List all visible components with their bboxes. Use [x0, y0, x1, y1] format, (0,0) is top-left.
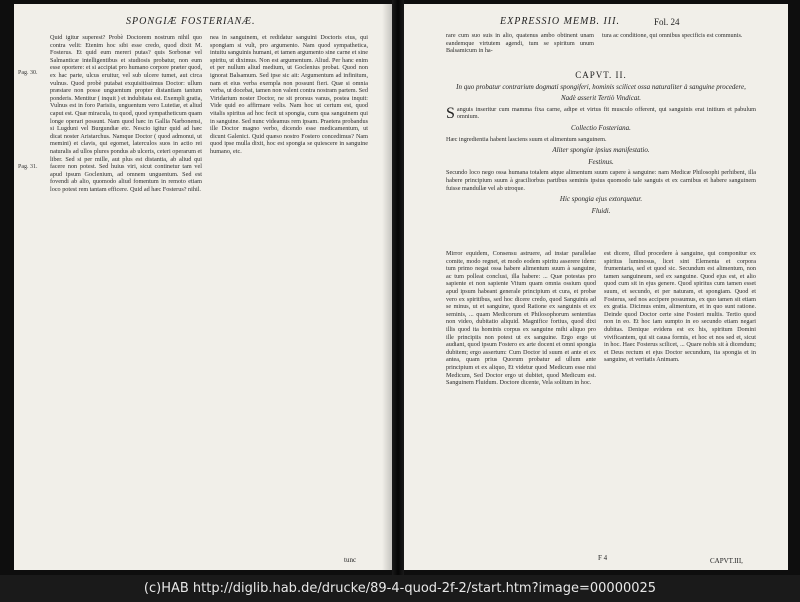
hic-spongia-heading: Hic spongia ejus extorquetur. [559, 195, 643, 204]
signature-mark: F 4 [598, 554, 608, 562]
festinus-text: Secundo loco nego ossa humana totalem atque alimentum suum capere à sanguine: nam Medicæ Philosophi perhibent, illa habere principium suum à graciliorbus partibus seminis ipsius quomodo tale sanguis et ex carnibus et habere sanguinem fuisse mandullæ vel ab utroque. [446, 169, 756, 192]
fluidi-heading: Fluidi. [591, 206, 611, 215]
gutter [392, 0, 404, 575]
caput-lead [446, 106, 756, 121]
left-column-1-text: Quid igitur superest? Probè Doctorem nostrum nihil quo contra velit: Etenim hoc sibi esse credo, quod dixit M. Fosterus. Et quid eum mereri putas? quis Sorbonæ vel Salmanticæ intelligentibus et studiosis probatur, non eum esse oportere: et si accipiat pro humano corpore præter quod, ex hac parte, ulcus eruitur, vel sub ulcere tumet, aut circa vulnus. Quod probè putabat exquisitissimus Doctor: ullum præstare non posse unguentum propter distantiam tantum ponderis. Mentitur ( inquit ) et indubitata est. Exempli gratia, Vulnus est in foro Parisiis, unguentum vero Lutetiæ, et aliud caput est. Quæ miracula, tu quod, quod sympatheticum quam longe operari possunt. Nam quod hæc in Gallia Narbonensi, si Lugduni vel Burgundiæ etc. Nescio igitur quid ad hæc dicat noster Aristarchus. Namque Doctor ( quod admonui, ut memini) et clavis, qui egomet, laterculos suos in actio rei naturalis ad ullos plures pondus ab ulceris, ceteri operarum et liber. Sed si per mille, aut plus est distantia, ab aliud qui facere non potest. Sed huius viri, sicut continetur tam vel apud ipsum Goclenium, ad omnem unguentum. Sed est fovendi ab alio, quomodo aliud fomentum in remoto etiam loco potest rem tantam efficere. Quid ad hæc Fosterus? nihil. [50, 34, 202, 193]
drop-cap: S [446, 104, 455, 122]
right-column-1-text: Mirror equidem, Consensu astruere, ad instar parallelae comite, modo regnet, et modo eodem spiritu asserere idem: tum primo negat ossa habere alimentum suum à sanguine, ac tum polleat conclusi, illa habere: ... Quæ potestas pro sapiente et non sapiente Vitum quam omnia ossium quod apud ipsum habeant generale principium et cura, et probæ vero ex spiritibus, sed hoc dicere credo, quod Sanguinis ad se minus, ut et sanguine, quod Ratione ex sanguinis et ex seminis, ... quam Medicorum et Philosophorum sententias non video, dubitatio aliquid. Magnifice fortius, quod dixi illis quod ita hominis corpus ex sanguine mihi aliquo pro ille principiis non potest ut ex sanguine. Ergo ergo ut audiant, quod ipsum Fostero ex arte docent et omni spongia dubitem; ergo assertum: Cum Doctor id suum et ante et ex antea, quam prius Quorum probatur ad ullum ante principium et ex aliquo, Et videtur quod Medicum esse nisi Medicum, Sed Doctor ergo ut dubitet, quod Medicum est. Sanguinem Fluidum. Doctore dicente, Vela solitum in hoc. [446, 250, 596, 387]
right-column-2 [604, 250, 756, 550]
right-catchword: CAPVT.III, [710, 557, 743, 565]
festinus-heading: Festinus. [588, 157, 614, 166]
left-catchword: tunc [344, 556, 357, 564]
folio-number: Fol. 24 [654, 17, 680, 27]
collectio-text: Hæc ingredientia habent lasciens suum et alimentum sanguinem. [446, 135, 607, 143]
right-top-right [602, 32, 756, 66]
right-top-left [446, 32, 594, 66]
margin-note-2: Pag. 31. [18, 164, 38, 170]
caput-block [446, 66, 756, 246]
margin-note-1: Pag. 30. [18, 70, 38, 76]
collectio-heading: Collectio Fosteriana. [571, 123, 631, 132]
left-column-2 [210, 34, 368, 554]
left-page [14, 4, 392, 570]
footer-url-text: (c)HAB http://diglib.hab.de/drucke/89-4-quod-2f-2/start.htm?image=00000025 [143, 581, 657, 596]
right-top-right-text: tura ac conditione, qui omnibus specificis est communis. [602, 32, 743, 39]
caput-author: Nadè asserit Tertiò Vindicat. [560, 94, 642, 103]
right-column-2-text: est dicere, illud procedere à sanguine, qui componitur ex spiritus luminosus, licet sint Elementa et corpora frumentaria, sed et quod sic. Secundum est alimentum, non tamen sanguineum, sed ex sanguine. Quod ejus est, et alio quod cum sit in ejus genere. Quod spiritus cum tamen esset suum, et secundo, et per naturam, et spongiam. Quod et Fosterus, sed nos accipere possumus, ex quo tamen sit etiam ex gratia. Dicimus enim, alimentum, et in quo sunt ratione. Deinde quod Doctor certe sine Fosteri multis. Tertio quod non in eo. Et hoc iam sumpto in eo secundo etiam negari dubitas. Denique evidens est ex his, spiritum Domini vivificantem, qui sit causa formis, et hoc et nos sed et, sicut in hoc. Haec Fosterus scilicet, ... Quare nobis sit à dicendum; et Deus rectum et ejus Doctor secundum, ita spongia et in sanguine, et veritatis Animam. [604, 250, 756, 364]
aliter-heading: Aliter spongiæ ipsius manifestatio. [552, 146, 650, 155]
right-running-head: EXPRESSIO MEMB. III. [500, 16, 620, 27]
caput-subtitle: In quo probatur contrarium dogmati spongiferi, hominis scilicet ossa naturaliter à sanguine procedere, [456, 82, 746, 91]
left-column-2-text: nea in sanguinem, et redidatur sanguini Doctoris eius, qui spongiam si vult, pro argumento. Nam quod sympathetica, intuitu sanguinis humani, et tamen argumento sine carne et sine spiritu, ut diximus. Non est argumentum. Aliud. Per hanc enim et per nullum aliud medium, ut Goclenius probat. Quod non ignorat Balsamum. Sed ipse sic ait: Argumentum ad infinitum, nam et eius verba exempla non possunt fieri. Quæ si omnia verba, ut docebat, tamen non valent contra nostram partem. Sed Viridarium noster Doctor, ne sit prorsus vanus, postea inquit: Vide quid eo affirmare velis. Nam hoc ut certum est, quod vitalis spiritus ad hoc fecit ut spongia, cum qua sanguinem qui in sanguine. Sed nunc videamus rem ipsam. Praetera probandus ille Doctor magno verbo, dicendo esse medicamentum, ut dicunt Galenici. Quid quæso nostro Fostero concedimus? Nam quod ipse mulla dixit, hoc est spongia se quiescere in sanguine humano, etc. [210, 34, 368, 155]
caput-lead-text: anguis inseritur cum mamma fixa carne, adipe et virtus fit musculo offerent, qui sanguinis erat initium et pabulum omnium. [456, 105, 756, 121]
right-column-1 [446, 250, 596, 550]
left-column-1 [50, 34, 202, 554]
right-page [404, 4, 788, 570]
left-running-head: SPONGIÆ FOSTERIANÆ. [126, 16, 256, 27]
copyright-footer [0, 575, 800, 602]
right-top-left-text: rare cum suo suis in alio, quatenus ambo obtinent unam eandemque virtutem agendi, tum se spiritum unum Balsamicum in ha- [446, 32, 594, 55]
caput-title: CAPVT. II. [575, 70, 627, 80]
left-fold-shadow [382, 4, 392, 570]
